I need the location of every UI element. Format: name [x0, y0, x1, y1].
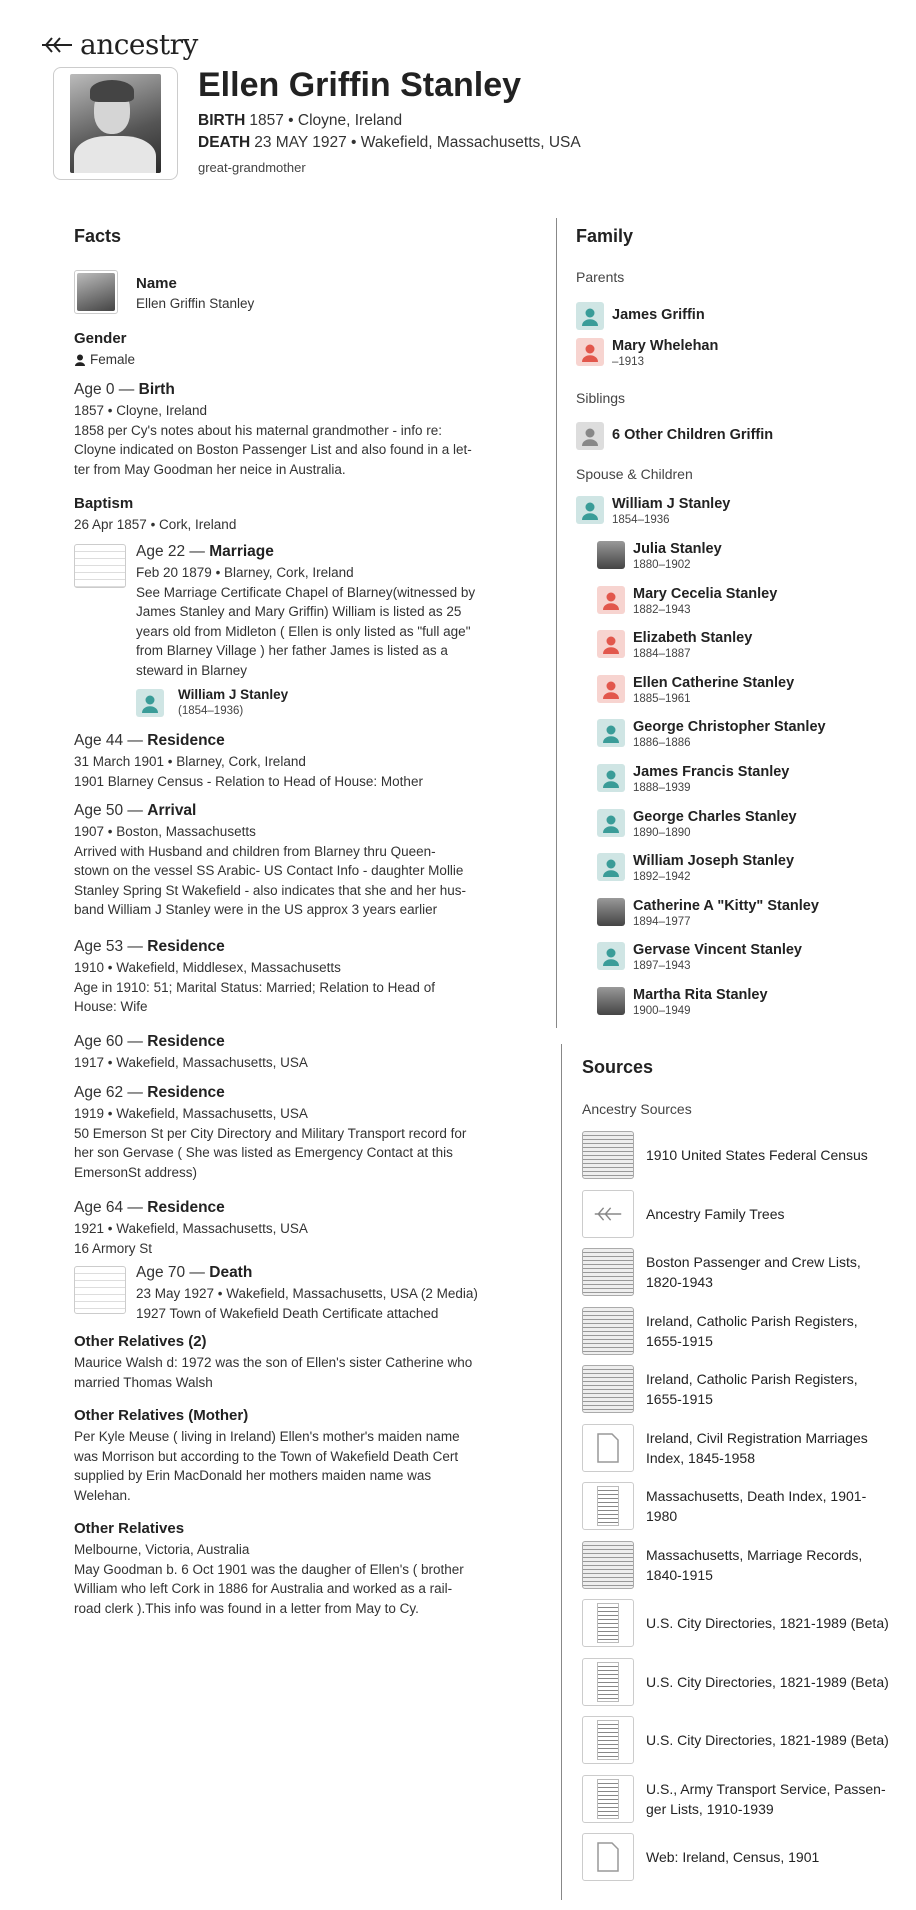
source-title: U.S. City Directories, 1821-1989 (Beta) — [646, 1615, 889, 1631]
other3-place: Melbourne, Victoria, Australia — [74, 1542, 250, 1557]
ancestry-logo[interactable] — [40, 28, 198, 61]
source-item[interactable] — [582, 1190, 784, 1238]
res1901-age: Age 44 — — [74, 732, 143, 749]
source-title-line2: 1655-1915 — [646, 1391, 713, 1407]
source-title-line2: 1980 — [646, 1508, 678, 1524]
male-avatar-icon — [576, 302, 604, 330]
fact-arrival-body — [74, 822, 544, 920]
fact-residence-1921-heading[interactable] — [74, 1199, 225, 1217]
male-avatar-icon — [597, 809, 625, 837]
res1919-desc-3: EmersonSt address) — [74, 1164, 198, 1180]
fact-residence-1910-heading[interactable] — [74, 938, 225, 956]
source-title: Ireland, Civil Registration Marriages — [646, 1429, 868, 1446]
child-item[interactable] — [597, 541, 722, 573]
child-dates: 1897–1943 — [633, 960, 691, 973]
death-age: Age 70 — — [136, 1264, 205, 1281]
directory-page-icon — [582, 1775, 634, 1823]
ancestry-leaf-icon — [582, 1190, 634, 1238]
person-name: Ellen Griffin Stanley — [198, 66, 522, 104]
source-title-line2: 1655-1915 — [646, 1332, 713, 1349]
res1919-event: Residence — [147, 1084, 225, 1101]
arrival-desc-2: stown on the vessel SS Arabic- US Contact Info - daughter Mollie — [74, 863, 464, 878]
brand-name: ancestry — [80, 28, 198, 61]
child-name: Ellen Catherine Stanley — [633, 674, 795, 691]
birth-label: BIRTH — [198, 112, 246, 129]
ancestry-leaf-icon — [40, 34, 74, 56]
facts-title: Facts — [74, 226, 122, 246]
name-photo[interactable] — [74, 270, 118, 314]
res1919-age: Age 62 — — [74, 1084, 143, 1101]
source-title: U.S. City Directories, 1821-1989 (Beta) — [646, 1732, 889, 1748]
source-title: Web: Ireland, Census, 1901 — [646, 1849, 820, 1865]
female-avatar-icon — [576, 338, 604, 366]
child-name: James Francis Stanley — [633, 764, 790, 780]
other-relatives-2-body — [74, 1353, 544, 1392]
child-item[interactable] — [597, 942, 802, 974]
child-dates: 1890–1890 — [633, 826, 691, 839]
child-item[interactable] — [597, 898, 819, 930]
record-scan-icon — [582, 1365, 634, 1413]
birth-age: Age 0 — — [74, 381, 135, 398]
child-name: William Joseph Stanley — [633, 853, 795, 870]
fact-residence-1901-heading[interactable] — [74, 732, 225, 750]
fact-residence-1910-body — [74, 958, 534, 1017]
source-item[interactable] — [582, 1424, 868, 1472]
document-icon — [582, 1833, 634, 1881]
fact-arrival-heading[interactable] — [74, 802, 196, 820]
other3-desc-2: William who left Cork in 1886 for Australia and worked as a rail- — [74, 1581, 453, 1596]
marriage-desc-2: James Stanley and Mary Griffin) William is listed as 25 — [136, 604, 462, 619]
profile-photo[interactable] — [53, 67, 178, 180]
spouse-name: William J Stanley — [612, 496, 731, 512]
arrival-event: Arrival — [147, 802, 197, 819]
ancestry-sources-label: Ancestry Sources — [582, 1101, 692, 1117]
marriage-event: Marriage — [209, 543, 274, 560]
header-birth — [198, 112, 402, 130]
res1910-event: Residence — [147, 938, 225, 955]
source-title: U.S., Army Transport Service, Passen- — [646, 1780, 886, 1797]
document-icon — [582, 1424, 634, 1472]
child-dates: 1888–1939 — [633, 782, 691, 794]
child-name: Julia Stanley — [633, 541, 722, 557]
family-member[interactable] — [576, 338, 718, 370]
child-item[interactable] — [597, 586, 777, 618]
source-item[interactable] — [582, 1307, 858, 1355]
arrival-desc-3: Stanley Spring St Wakefield - also indicates that she and her hus- — [74, 882, 466, 898]
male-avatar-icon — [597, 853, 625, 881]
birth-desc-3: ter from May Goodman her neice in Australia. — [74, 461, 346, 477]
family-member[interactable] — [576, 302, 705, 330]
source-title: Ancestry Family Trees — [646, 1205, 785, 1222]
record-scan-icon — [582, 1248, 634, 1296]
other-relatives-mother-label[interactable]: Other Relatives (Mother) — [74, 1407, 249, 1424]
other1-desc-2: married Thomas Walsh — [74, 1374, 213, 1390]
child-item[interactable] — [597, 630, 752, 662]
fact-residence-1921-body — [74, 1219, 534, 1258]
source-item[interactable] — [582, 1541, 862, 1589]
source-item[interactable] — [582, 1131, 868, 1179]
child-dates: 1886–1886 — [633, 737, 691, 750]
death-event: Death — [209, 1264, 253, 1281]
birth-desc-2: Cloyne indicated on Boston Passenger List and also found in a let- — [74, 442, 472, 457]
res1917-date-place: 1917 • Wakefield, Massachusetts, USA — [74, 1055, 308, 1070]
parents-label: Parents — [576, 269, 625, 285]
male-avatar-icon — [597, 719, 625, 747]
marriage-document-thumbnail[interactable] — [74, 544, 126, 588]
directory-page-icon — [582, 1482, 634, 1530]
source-item[interactable] — [582, 1833, 819, 1881]
source-title-line2: 1820-1943 — [646, 1274, 713, 1290]
child-name: Mary Cecelia Stanley — [633, 585, 778, 602]
other-relatives-label[interactable]: Other Relatives — [74, 1520, 185, 1537]
child-name: Catherine A "Kitty" Stanley — [633, 897, 819, 914]
fact-baptism-label[interactable]: Baptism — [74, 495, 134, 512]
death-date-place: 23 May 1927 • Wakefield, Massachusetts, USA (2 Media) — [136, 1286, 478, 1301]
directory-page-icon — [582, 1716, 634, 1764]
child-dates: 1882–1943 — [633, 603, 691, 616]
res1910-desc-1: Age in 1910: 51; Marital Status: Married; Relation to Head of — [74, 979, 435, 995]
marriage-desc-5: steward in Blarney — [136, 662, 248, 678]
child-item[interactable] — [597, 853, 794, 885]
source-title: Ireland, Catholic Parish Registers, — [646, 1371, 858, 1387]
parent-name: Mary Whelehan — [612, 338, 719, 354]
res1917-age: Age 60 — — [74, 1033, 143, 1050]
fact-residence-1919-body — [74, 1104, 544, 1182]
child-item[interactable] — [597, 764, 789, 796]
photo-avatar-icon — [597, 898, 625, 926]
fact-gender-label: Gender — [74, 330, 127, 347]
record-scan-icon — [582, 1307, 634, 1355]
child-dates: 1884–1887 — [633, 648, 691, 661]
unknown-avatar-icon — [576, 422, 604, 450]
child-name: George Charles Stanley — [633, 808, 797, 825]
fact-name-value: Ellen Griffin Stanley — [136, 296, 255, 311]
fact-marriage-heading[interactable] — [136, 543, 274, 561]
child-dates: 1900–1949 — [633, 1005, 691, 1017]
fact-marriage-body — [136, 563, 536, 680]
record-scan-icon — [582, 1541, 634, 1589]
child-dates: 1885–1961 — [633, 692, 691, 705]
source-title: Boston Passenger and Crew Lists, — [646, 1254, 861, 1270]
source-title-line2: Index, 1845-1958 — [646, 1449, 755, 1466]
res1901-event: Residence — [147, 732, 225, 749]
marriage-age: Age 22 — — [136, 543, 205, 560]
res1919-desc-2: her son Gervase ( She was listed as Emergency Contact at this — [74, 1145, 453, 1160]
source-item[interactable] — [582, 1248, 861, 1296]
child-dates: 1880–1902 — [633, 559, 691, 571]
column-divider-bottom — [561, 1044, 562, 1900]
source-title-line2: ger Lists, 1910-1939 — [646, 1800, 774, 1817]
source-title: Ireland, Catholic Parish Registers, — [646, 1312, 858, 1329]
other1-desc-1: Maurice Walsh d: 1972 was the son of Ellen's sister Catherine who — [74, 1355, 473, 1370]
male-person-icon — [140, 693, 160, 713]
siblings-label: Siblings — [576, 390, 626, 406]
source-title-line2: 1840-1915 — [646, 1566, 713, 1583]
sources-title: Sources — [582, 1057, 654, 1077]
source-title: U.S. City Directories, 1821-1989 (Beta) — [646, 1673, 889, 1690]
source-item[interactable] — [582, 1658, 889, 1706]
res1921-desc-1: 16 Armory St — [74, 1240, 153, 1256]
female-avatar-icon — [597, 675, 625, 703]
arrival-age: Age 50 — — [74, 802, 143, 819]
child-name: Martha Rita Stanley — [633, 987, 768, 1003]
family-member[interactable] — [576, 496, 730, 528]
record-scan-icon — [582, 1131, 634, 1179]
fact-name-label: Name — [136, 275, 177, 292]
directory-page-icon — [582, 1599, 634, 1647]
res1921-date-place: 1921 • Wakefield, Massachusetts, USA — [74, 1221, 308, 1236]
child-dates: 1894–1977 — [633, 915, 691, 928]
baptism-date-place: 26 Apr 1857 • Cork, Ireland — [74, 517, 237, 532]
female-avatar-icon — [597, 630, 625, 658]
res1910-desc-2: House: Wife — [74, 999, 148, 1014]
relationship: great-grandmother — [198, 160, 306, 175]
photo-avatar-icon — [597, 541, 625, 569]
spouse-avatar[interactable] — [136, 689, 164, 717]
spouse-children-label: Spouse & Children — [576, 466, 693, 482]
marriage-spouse-name[interactable]: William J Stanley — [178, 687, 289, 702]
child-item[interactable] — [597, 675, 794, 707]
person-icon — [74, 354, 86, 366]
res1901-desc-1: 1901 Blarney Census - Relation to Head of House: Mother — [74, 773, 423, 789]
child-dates: 1892–1942 — [633, 871, 691, 884]
source-item[interactable] — [582, 1365, 858, 1413]
marriage-spouse-dates: (1854–1936) — [178, 705, 244, 717]
marriage-desc-3: years old from Midleton ( Ellen is only listed as "full age" — [136, 623, 471, 639]
other2-desc-1: Per Kyle Meuse ( living in Ireland) Ellen's mother's maiden name — [74, 1429, 460, 1444]
source-title: Massachusetts, Marriage Records, — [646, 1546, 863, 1563]
fact-residence-1901-body — [74, 752, 534, 791]
death-desc-1: 1927 Town of Wakefield Death Certificate attached — [136, 1305, 439, 1321]
source-item[interactable] — [582, 1775, 886, 1823]
res1917-event: Residence — [147, 1033, 225, 1050]
parent-name: James Griffin — [612, 307, 705, 323]
fact-death-body — [136, 1284, 556, 1323]
death-value: 23 MAY 1927 • Wakefield, Massachusetts, USA — [254, 134, 581, 151]
res1910-date-place: 1910 • Wakefield, Middlesex, Massachusetts — [74, 960, 341, 975]
source-item[interactable] — [582, 1482, 866, 1530]
birth-desc-1: 1858 per Cy's notes about his maternal grandmother - info re: — [74, 422, 443, 438]
fact-death-heading[interactable] — [136, 1264, 252, 1282]
male-avatar-icon — [576, 496, 604, 524]
other2-desc-3: supplied by Erin MacDonald her mothers maiden name was — [74, 1468, 432, 1483]
death-document-thumbnail[interactable] — [74, 1266, 126, 1314]
child-name: Gervase Vincent Stanley — [633, 942, 802, 959]
photo-avatar-icon — [597, 987, 625, 1015]
marriage-desc-1: See Marriage Certificate Chapel of Blarney(witnessed by — [136, 584, 476, 600]
child-name: George Christopher Stanley — [633, 719, 826, 736]
source-title: 1910 United States Federal Census — [646, 1147, 868, 1163]
other2-desc-4: Welehan. — [74, 1487, 131, 1503]
arrival-desc-4: band William J Stanley were in the US approx 3 years earlier — [74, 902, 438, 917]
other-relatives-body — [74, 1540, 544, 1618]
other3-desc-1: May Goodman b. 6 Oct 1901 was the daugher of Ellen's ( brother — [74, 1561, 464, 1577]
gender-value: Female — [90, 352, 136, 367]
birth-date-place: 1857 • Cloyne, Ireland — [74, 403, 208, 418]
res1901-date-place: 31 March 1901 • Blarney, Cork, Ireland — [74, 754, 306, 769]
fact-residence-1919-heading[interactable] — [74, 1084, 225, 1102]
fact-birth-body — [74, 401, 534, 479]
birth-event: Birth — [138, 381, 175, 398]
arrival-date-place: 1907 • Boston, Massachusetts — [74, 824, 256, 839]
fact-birth-heading[interactable] — [74, 381, 175, 399]
other3-desc-3: road clerk ).This info was found in a letter from May to Cy. — [74, 1600, 419, 1616]
female-avatar-icon — [597, 586, 625, 614]
res1910-age: Age 53 — — [74, 938, 143, 955]
siblings-name: 6 Other Children Griffin — [612, 427, 774, 443]
res1919-date-place: 1919 • Wakefield, Massachusetts, USA — [74, 1106, 308, 1121]
fact-residence-1917-heading[interactable] — [74, 1033, 225, 1051]
source-item[interactable] — [582, 1716, 889, 1764]
column-divider-top — [556, 218, 557, 1028]
family-member[interactable] — [576, 422, 773, 450]
child-name: Elizabeth Stanley — [633, 630, 753, 647]
source-title: Massachusetts, Death Index, 1901- — [646, 1488, 867, 1504]
birth-value: 1857 • Cloyne, Ireland — [249, 112, 403, 129]
marriage-date-place: Feb 20 1879 • Blarney, Cork, Ireland — [136, 565, 354, 580]
source-item[interactable] — [582, 1599, 889, 1647]
other-relatives-2-label[interactable]: Other Relatives (2) — [74, 1333, 207, 1350]
child-item[interactable] — [597, 987, 768, 1019]
other2-desc-2: was Morrison but according to the Town of Wakefield Death Cert — [74, 1448, 459, 1464]
fact-gender — [74, 350, 135, 370]
other-relatives-mother-body — [74, 1427, 544, 1505]
res1921-event: Residence — [147, 1199, 225, 1216]
res1919-desc-1: 50 Emerson St per City Directory and Military Transport record for — [74, 1125, 467, 1141]
spouse-dates: 1854–1936 — [612, 514, 670, 526]
res1921-age: Age 64 — — [74, 1199, 143, 1216]
male-avatar-icon — [597, 764, 625, 792]
directory-page-icon — [582, 1658, 634, 1706]
child-item[interactable] — [597, 719, 826, 751]
child-item[interactable] — [597, 809, 797, 841]
parent-dates: –1913 — [612, 356, 644, 368]
marriage-desc-4: from Blarney Village ) her father James is listed as a — [136, 643, 448, 658]
arrival-desc-1: Arrived with Husband and children from Blarney thru Queen- — [74, 843, 436, 859]
death-label: DEATH — [198, 134, 251, 151]
family-title: Family — [576, 226, 634, 246]
header-death — [198, 134, 581, 152]
male-avatar-icon — [597, 942, 625, 970]
